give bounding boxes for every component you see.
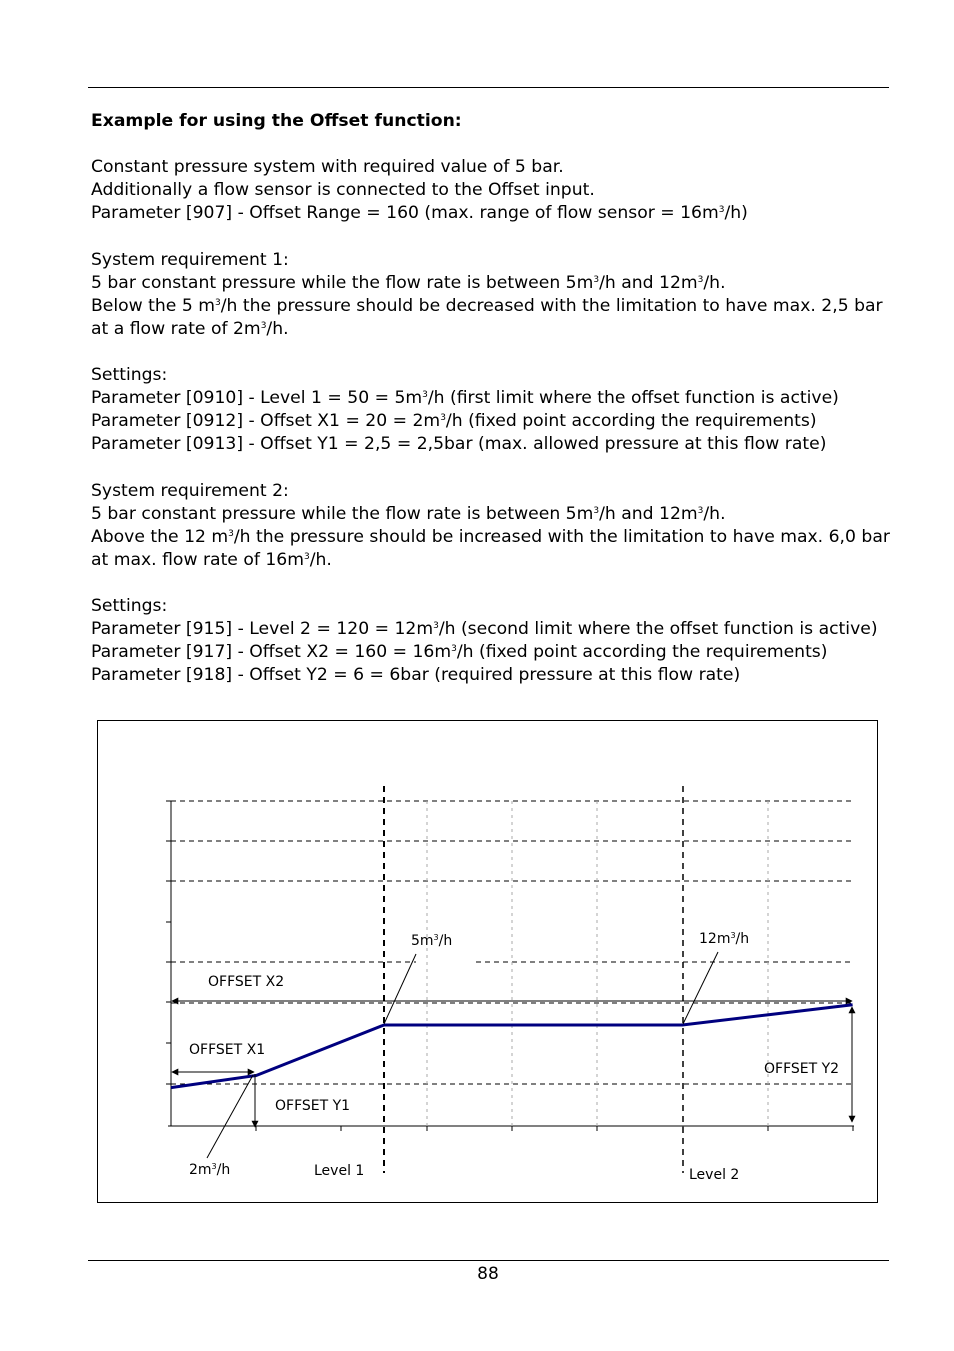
intro-line-2: Additionally a flow sensor is connected to the Offset input. xyxy=(91,180,595,201)
settings-1-line-2: Parameter [0912] - Offset $X1 = 20 = 2m^3/h$ (fixed point according the requirements) xyxy=(91,411,817,432)
requirement-1-paragraph xyxy=(91,249,891,341)
requirement-1-line-1: 5 bar constant pressure while the flow rate is between $5m^3/h$ and $12m^3/h$. xyxy=(91,272,726,293)
flow-2-label: $2m^3/h$ xyxy=(189,1162,231,1178)
settings-2-paragraph xyxy=(91,595,891,687)
document-body xyxy=(91,110,891,710)
settings-1-paragraph xyxy=(91,364,891,456)
offset-y2-label: OFFSET Y2 xyxy=(764,1061,840,1077)
settings-2-line-1: Parameter [915] - Level $2 = 120 = 12m^3/h$ (second limit where the offset function is active) xyxy=(91,619,878,640)
intro-line-1: Constant pressure system with required value of 5 bar. xyxy=(91,157,564,178)
settings-2-title: Settings: xyxy=(91,595,168,616)
y-ticks xyxy=(166,801,171,1084)
offset-x2-label: OFFSET X2 xyxy=(208,974,285,990)
offset-diagram-svg xyxy=(98,721,879,1204)
level-1-label: Level 1 xyxy=(314,1163,365,1179)
offset-x1-label: OFFSET X1 xyxy=(189,1042,266,1058)
level-2-label: Level 2 xyxy=(689,1167,740,1183)
requirement-2-paragraph xyxy=(91,480,891,572)
settings-1-title: Settings: xyxy=(91,365,168,386)
requirement-2-title: System requirement 2: xyxy=(91,480,289,501)
requirement-1-title: System requirement 1: xyxy=(91,249,289,270)
flow-2-pointer xyxy=(207,1075,253,1158)
x-ticks xyxy=(256,1126,853,1131)
requirement-2-line-1: 5 bar constant pressure while the flow rate is between $5m^3/h$ and $12m^3/h$. xyxy=(91,503,726,524)
flow-12-pointer xyxy=(683,952,718,1024)
flow-5-label: $5m^3/h$ xyxy=(411,933,453,949)
vertical-gridlines xyxy=(427,801,768,1126)
section-heading: Example for using the Offset function: xyxy=(91,111,462,131)
footer-rule xyxy=(88,1260,889,1261)
header-rule xyxy=(88,87,889,88)
flow-5-pointer xyxy=(384,954,416,1024)
intro-line-3: Parameter [907] - Offset Range = 160 (max. range of flow sensor = $16m^3/h$) xyxy=(91,203,748,224)
settings-1-line-3: Parameter [0913] - Offset Y1 = 2,5 = 2,5bar (max. allowed pressure at this flow rate) xyxy=(91,434,827,455)
settings-2-line-2: Parameter [917] - Offset $X2 = 160 = 16m^3/h$ (fixed point according the requirements) xyxy=(91,642,828,663)
offset-diagram xyxy=(97,720,878,1203)
settings-2-line-3: Parameter [918] - Offset Y2 = 6 = 6bar (required pressure at this flow rate) xyxy=(91,665,741,686)
offset-y1-label: OFFSET Y1 xyxy=(275,1098,351,1114)
requirement-1-line-2: Below the 5 $m^3/h$ the pressure should be decreased with the limitation to have max. 2,5 bar at a flow rate of $2m^3/h$. xyxy=(91,295,883,339)
page-number: 88 xyxy=(477,1264,499,1284)
flow-12-label: $12m^3/h$ xyxy=(699,931,750,947)
requirement-2-line-2: Above the 12 $m^3/h$ the pressure should be increased with the limitation to have max. 6,0 bar at max. flow rate of $16m^3/h$. xyxy=(91,526,890,570)
settings-1-line-1: Parameter [0910] - Level $1 = 50 = 5m^3/h$ (first limit where the offset function is active) xyxy=(91,388,839,409)
intro-paragraph xyxy=(91,156,891,225)
